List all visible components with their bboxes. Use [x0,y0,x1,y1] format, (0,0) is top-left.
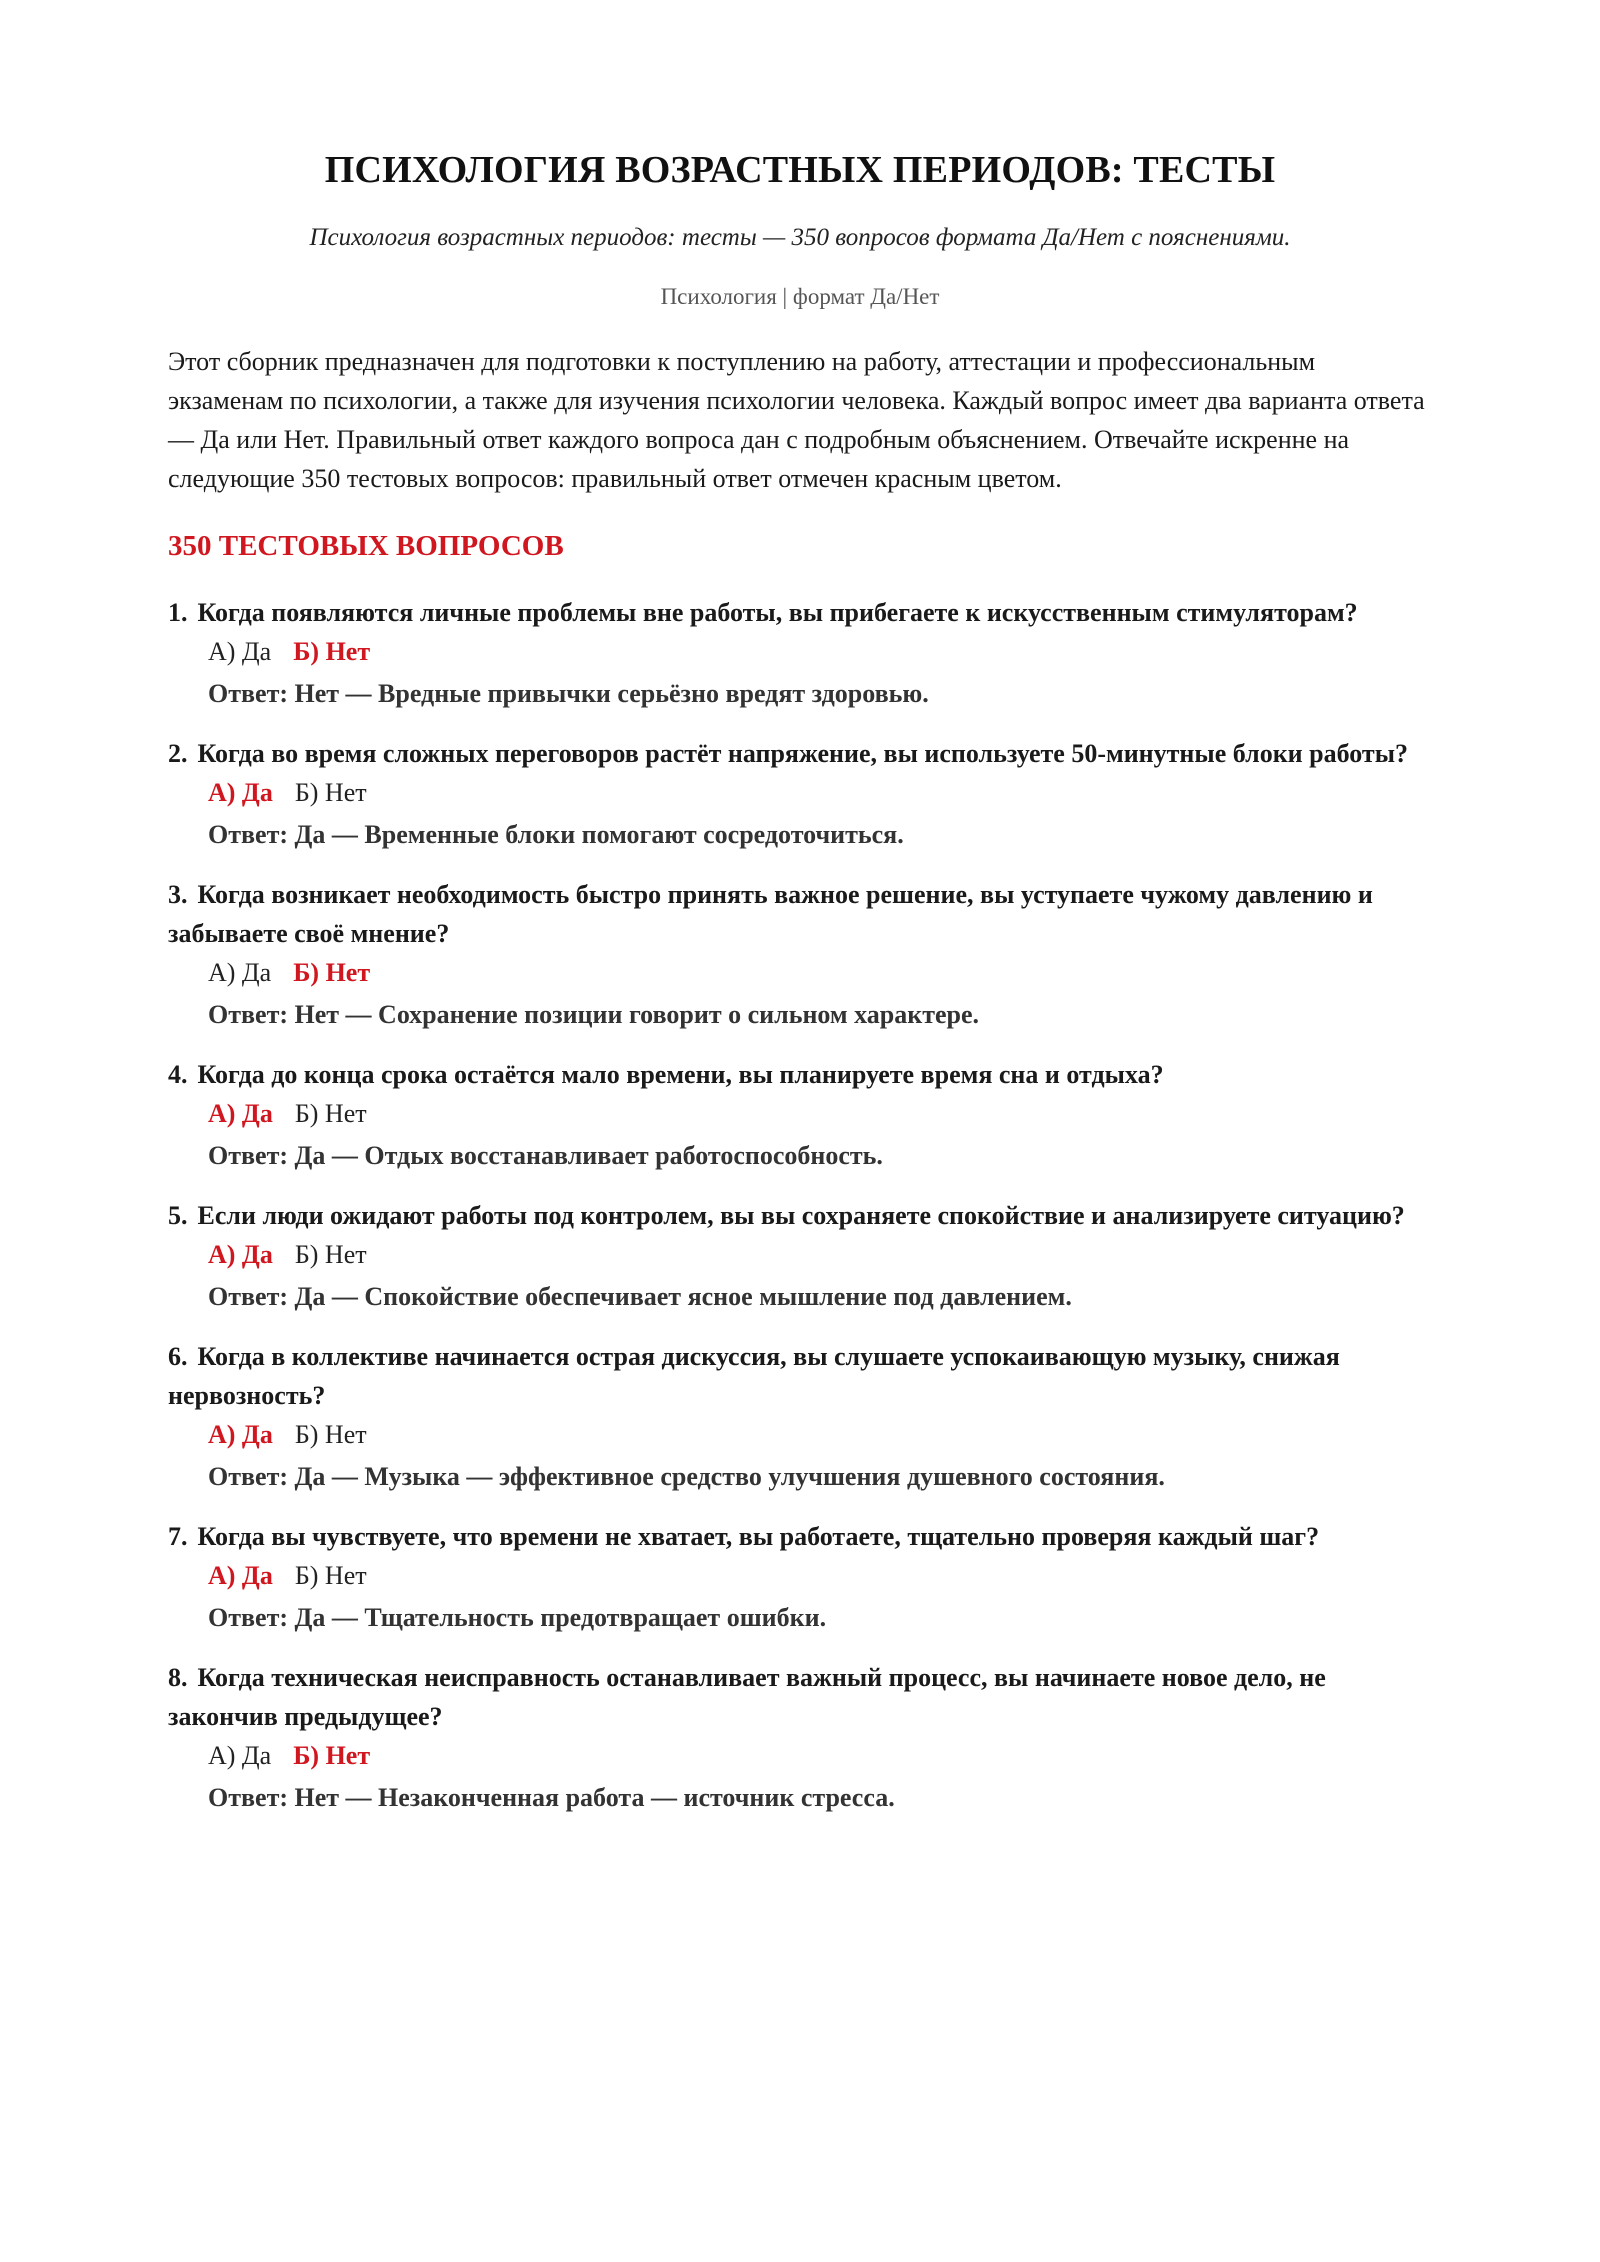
answer-options [168,1736,1432,1776]
question-number: 7. [168,1522,188,1551]
option-a: А) Да [208,637,272,666]
question-text [168,593,1432,632]
question-number: 6. [168,1342,188,1371]
question-item [168,1196,1432,1319]
question-body: Когда в коллективе начинается острая дискуссия, вы слушаете успокаивающую музыку, снижая нервозность? [168,1342,1340,1410]
option-a: А) Да [208,778,273,807]
question-body: Когда до конца срока остаётся мало времени, вы планируете время сна и отдыха? [197,1060,1164,1089]
answer-explanation: Ответ: Нет — Вредные привычки серьёзно вредят здоровью. [208,679,929,708]
question-number: 2. [168,739,188,768]
answer-explanation: Ответ: Да — Музыка — эффективное средство улучшения душевного состояния. [208,1462,1165,1491]
option-b: Б) Нет [294,1240,367,1269]
question-item [168,1517,1432,1640]
question-number: 4. [168,1060,188,1089]
option-b: Б) Нет [294,1561,367,1590]
answer-options [168,1094,1432,1134]
question-text [168,875,1432,953]
answer-explanation: Ответ: Да — Отдых восстанавливает работоспособность. [208,1141,883,1170]
answer-options [168,1556,1432,1596]
answer-options [168,1235,1432,1275]
question-number: 1. [168,598,188,627]
question-body: Если люди ожидают работы под контролем, вы вы сохраняете спокойствие и анализируете ситуацию? [197,1201,1405,1230]
option-a: А) Да [208,1741,272,1770]
question-text [168,1337,1432,1415]
question-item [168,734,1432,857]
question-body: Когда появляются личные проблемы вне работы, вы прибегаете к искусственным стимуляторам? [197,598,1358,627]
answer-options [168,953,1432,993]
option-b: Б) Нет [293,637,371,666]
option-a: А) Да [208,1240,273,1269]
answer-options [168,1415,1432,1455]
answer-options [168,773,1432,813]
document-meta: Психология | формат Да/Нет [660,284,940,309]
question-text [168,1517,1432,1556]
question-item [168,1658,1432,1820]
document-subtitle: Психология возрастных периодов: тесты — 350 вопросов формата Да/Нет с пояснениями. [309,224,1291,251]
section-heading: 350 ТЕСТОВЫХ ВОПРОСОВ [168,530,564,562]
question-body: Когда во время сложных переговоров растёт напряжение, вы используете 50-минутные блоки работы? [197,739,1408,768]
intro-paragraph: Этот сборник предназначен для подготовки к поступлению на работу, аттестации и профессиональным экзаменам по психологии, а также для изучения психологии человека. Каждый вопрос имеет два варианта ответа — Да или Нет. Правильный ответ каждого вопроса дан с подробным объяснением. Отвечайте искренне на следующие 350 тестовых вопросов: правильный ответ отмечен красным цветом. [168,347,1425,493]
answer-options [168,632,1432,672]
option-a: А) Да [208,958,272,987]
question-item [168,1055,1432,1178]
question-text [168,1196,1432,1235]
question-item [168,875,1432,1037]
question-body: Когда техническая неисправность останавливает важный процесс, вы начинаете новое дело, не закончив предыдущее? [168,1663,1326,1731]
question-text [168,1658,1432,1736]
question-item [168,593,1432,716]
answer-explanation: Ответ: Да — Тщательность предотвращает ошибки. [208,1603,827,1632]
answer-explanation: Ответ: Нет — Сохранение позиции говорит о сильном характере. [208,1000,980,1029]
option-a: А) Да [208,1420,273,1449]
question-text [168,734,1432,773]
question-body: Когда возникает необходимость быстро принять важное решение, вы уступаете чужому давлению и забываете своё мнение? [168,880,1373,948]
question-number: 5. [168,1201,188,1230]
question-list [168,593,1432,1820]
question-text [168,1055,1432,1094]
question-body: Когда вы чувствуете, что времени не хватает, вы работаете, тщательно проверяя каждый шаг? [197,1522,1320,1551]
document-title: ПСИХОЛОГИЯ ВОЗРАСТНЫХ ПЕРИОДОВ: ТЕСТЫ [324,149,1276,191]
answer-explanation: Ответ: Да — Временные блоки помогают сосредоточиться. [208,820,904,849]
question-number: 3. [168,880,188,909]
answer-explanation: Ответ: Да — Спокойствие обеспечивает ясное мышление под давлением. [208,1282,1072,1311]
question-number: 8. [168,1663,188,1692]
option-b: Б) Нет [293,1741,371,1770]
answer-explanation: Ответ: Нет — Незаконченная работа — источник стресса. [208,1783,895,1812]
question-item [168,1337,1432,1499]
option-a: А) Да [208,1099,273,1128]
option-b: Б) Нет [294,1099,367,1128]
option-b: Б) Нет [294,1420,367,1449]
option-b: Б) Нет [294,778,367,807]
option-b: Б) Нет [293,958,371,987]
option-a: А) Да [208,1561,273,1590]
